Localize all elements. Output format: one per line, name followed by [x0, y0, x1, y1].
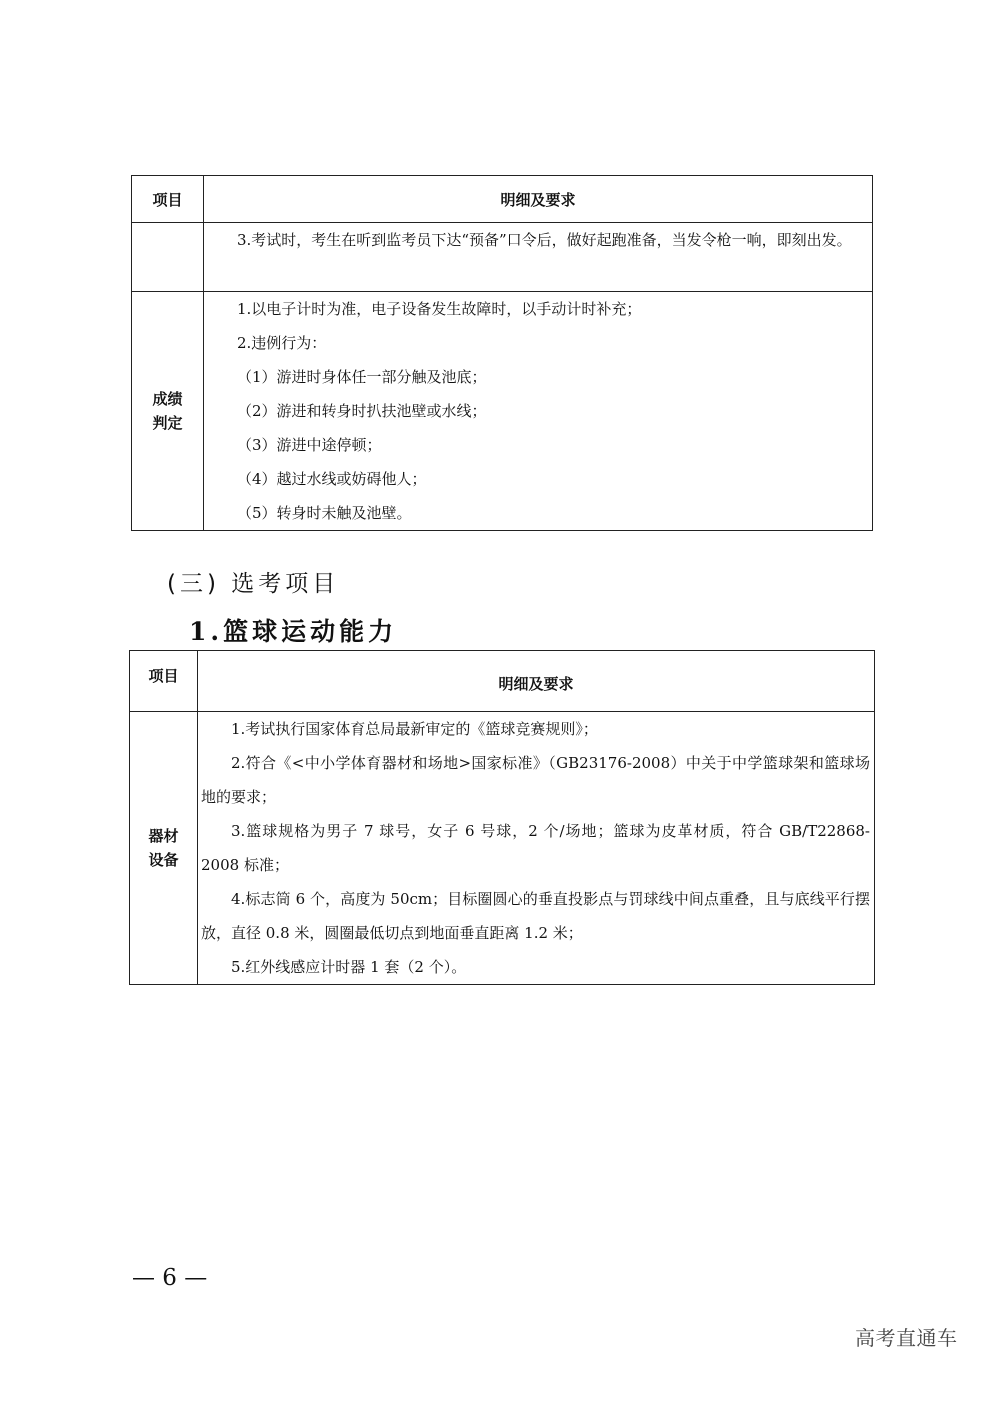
- page-number: — 6 —: [132, 1265, 208, 1291]
- requirement-line: （4）越过水线或妨碍他人；: [237, 470, 427, 488]
- header-item-cell: 项目: [130, 651, 198, 712]
- header-item-cell: 项目: [132, 176, 204, 223]
- requirement-line: （1）游进时身体任一部分触及池底；: [237, 368, 487, 386]
- table-header-row: [132, 176, 873, 223]
- requirement-line: 3.篮球规格为男子 7 球号，女子 6 号球，2 个/场地；篮球为皮革材质，符合 GB/T22868-2008 标准；: [201, 822, 870, 874]
- category-label-line: 判定: [152, 414, 183, 432]
- requirement-line: （5）转身时未触及池壁。: [237, 504, 412, 522]
- basketball-requirements-table: [129, 650, 875, 985]
- category-cell-equipment: [130, 712, 198, 985]
- table-row: [132, 223, 873, 292]
- category-label-line: 成绩: [152, 390, 183, 408]
- category-cell-scoring: [132, 292, 204, 531]
- requirement-line: 5.红外线感应计时器 1 套（2 个）。: [231, 958, 467, 976]
- details-cell: [204, 292, 873, 531]
- requirement-line: 1.考试执行国家体育总局最新审定的《篮球竞赛规则》；: [231, 720, 598, 738]
- requirement-line: （2）游进和转身时扒扶池壁或水线；: [237, 402, 487, 420]
- section-title: (三) 选考项目: [167, 571, 340, 597]
- subsection-title: 1.篮球运动能力: [189, 617, 398, 646]
- category-cell-empty: [132, 223, 204, 292]
- requirements-table-continued: [131, 175, 873, 531]
- requirement-line: 2.违例行为：: [237, 334, 327, 352]
- table-header-row: [130, 651, 875, 712]
- details-cell: [198, 712, 875, 985]
- watermark-text: 高考直通车: [855, 1326, 958, 1350]
- details-cell: [204, 223, 873, 292]
- category-label-line: 器材: [148, 827, 179, 845]
- requirement-line: 3.考试时，考生在听到监考员下达“预备”口令后，做好起跑准备，当发令枪一响，即刻出发。: [237, 231, 852, 249]
- header-details-cell: 明细及要求: [204, 176, 873, 223]
- category-label-line: 设备: [148, 851, 179, 869]
- requirement-line: 2.符合《<中小学体育器材和场地>国家标准》（GB23176-2008）中关于中学篮球架和篮球场地的要求；: [201, 754, 870, 806]
- requirement-line: （3）游进中途停顿；: [237, 436, 382, 454]
- header-details-cell: 明细及要求: [198, 651, 875, 712]
- requirement-line: 1.以电子计时为准，电子设备发生故障时，以手动计时补充；: [237, 300, 642, 318]
- table-row: [130, 712, 875, 985]
- requirement-line: 4.标志筒 6 个，高度为 50cm；目标圈圆心的垂直投影点与罚球线中间点重叠，且与底线平行摆放，直径 0.8 米，圆圈最低切点到地面垂直距离 1.2 米；: [201, 890, 870, 942]
- table-row: [132, 292, 873, 531]
